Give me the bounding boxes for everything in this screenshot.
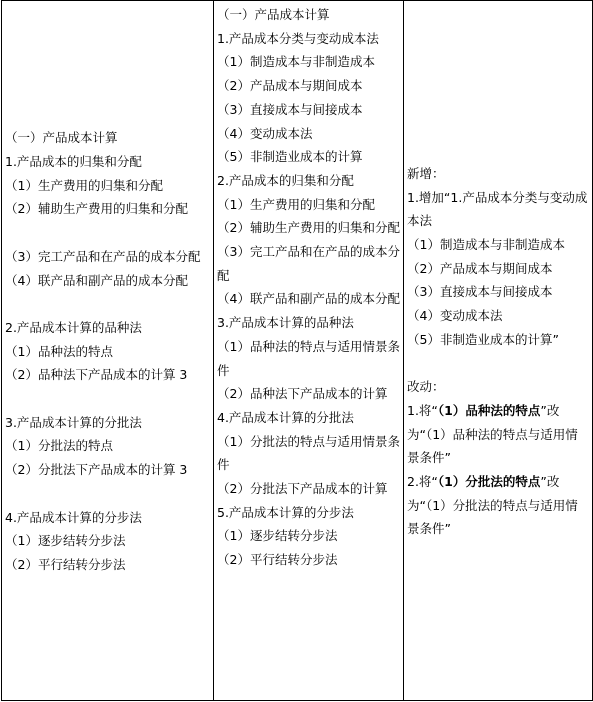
added-subitem: （4）变动成本法 xyxy=(407,308,503,324)
old-line: 4.产品成本计算的分步法 xyxy=(5,509,142,525)
table-row xyxy=(2,1,593,701)
change-mid: ”改为“ xyxy=(407,474,560,513)
new-syllabus-cell xyxy=(214,1,404,701)
change-mid: ”改为“ xyxy=(407,402,560,442)
new-line: （4）联产品和副产品的成本分配 xyxy=(217,291,400,307)
changed-heading: 改动： xyxy=(407,379,445,395)
new-line: 5.产品成本计算的分步法 xyxy=(217,504,354,520)
new-line: 4.产品成本计算的分批法 xyxy=(217,409,354,425)
change-suffix: ” xyxy=(444,450,451,466)
added-subitem: （5）非制造业成本的计算” xyxy=(407,331,559,347)
old-syllabus-cell xyxy=(2,1,214,701)
old-line: （1）品种法的特点 xyxy=(5,343,113,359)
new-line: （2）产品成本与期间成本 xyxy=(217,78,363,94)
new-line: 1.产品成本分类与变动成本法 xyxy=(217,30,379,46)
added-item: 1.增加“1.产品成本分类与变动成本法 xyxy=(407,189,588,229)
old-line: 3.产品成本计算的分批法 xyxy=(5,414,142,430)
new-line: （3）直接成本与间接成本 xyxy=(217,101,363,117)
new-line: （1）品种法的特点与适用情景条件 xyxy=(217,338,400,378)
old-line: （1）分批法的特点 xyxy=(5,438,113,454)
added-subitem: （1）制造成本与非制造成本 xyxy=(407,236,565,252)
new-line: （一）产品成本计算 xyxy=(217,7,330,22)
new-line: 2.产品成本的归集和分配 xyxy=(217,172,354,188)
old-line: （一）产品成本计算 xyxy=(5,130,118,146)
new-line: （1）分批法的特点与适用情景条件 xyxy=(217,433,400,473)
old-line: （1）生产费用的归集和分配 xyxy=(5,177,163,193)
change-prefix: 1.将“ xyxy=(407,402,438,418)
old-line: 2.产品成本计算的品种法 xyxy=(5,319,142,335)
change-old-text: （1）品种法的特点 xyxy=(437,402,541,418)
change-prefix: 2.将“ xyxy=(407,474,438,489)
new-line: （3）完工产品和在产品的成本分配 xyxy=(217,244,400,283)
old-line: （4）联产品和副产品的成本分配 xyxy=(5,272,188,288)
old-line: （1）逐步结转分步法 xyxy=(5,533,126,549)
syllabus-comparison-table xyxy=(1,0,593,701)
new-line: （5）非制造业成本的计算 xyxy=(217,149,363,165)
old-line: （2）辅助生产费用的归集和分配 xyxy=(5,201,188,217)
old-blank-line xyxy=(5,221,210,245)
old-blank-line xyxy=(5,387,210,411)
old-line: （2）分批法下产品成本的计算 3 xyxy=(5,462,188,478)
new-line: （4）变动成本法 xyxy=(217,125,313,141)
new-line: （1）逐步结转分步法 xyxy=(217,528,338,544)
change-blank-line xyxy=(407,352,589,376)
new-line: （1）生产费用的归集和分配 xyxy=(217,196,375,212)
change-new-text: （1）品种法的特点与适用情景条件 xyxy=(407,426,578,466)
added-subitem: （2）产品成本与期间成本 xyxy=(407,260,553,276)
change-new-text: （1）分批法的特点与适用情景条件 xyxy=(407,497,578,537)
new-line: （1）制造成本与非制造成本 xyxy=(217,54,375,70)
new-line: （2）平行结转分步法 xyxy=(217,552,338,568)
new-line: 3.产品成本计算的品种法 xyxy=(217,315,354,331)
old-line: 1.产品成本的归集和分配 xyxy=(5,154,142,170)
change-item xyxy=(407,470,589,541)
old-blank-line xyxy=(5,292,210,316)
old-line: （3）完工产品和在产品的成本分配 xyxy=(5,248,201,264)
old-line: （2）品种法下产品成本的计算 3 xyxy=(5,367,188,383)
old-blank-line xyxy=(5,482,210,506)
added-heading: 新增： xyxy=(407,165,445,181)
change-old-text: （1）分批法的特点 xyxy=(437,474,541,489)
new-line: （2）分批法下产品成本的计算 xyxy=(217,481,388,497)
new-line: （2）辅助生产费用的归集和分配 xyxy=(217,220,400,236)
change-notes-cell xyxy=(404,1,593,701)
change-suffix: ” xyxy=(444,521,451,537)
change-item xyxy=(407,399,589,470)
old-line: （2）平行结转分步法 xyxy=(5,556,126,572)
added-subitem: （3）直接成本与间接成本 xyxy=(407,284,553,300)
new-line: （2）品种法下产品成本的计算 xyxy=(217,386,388,402)
